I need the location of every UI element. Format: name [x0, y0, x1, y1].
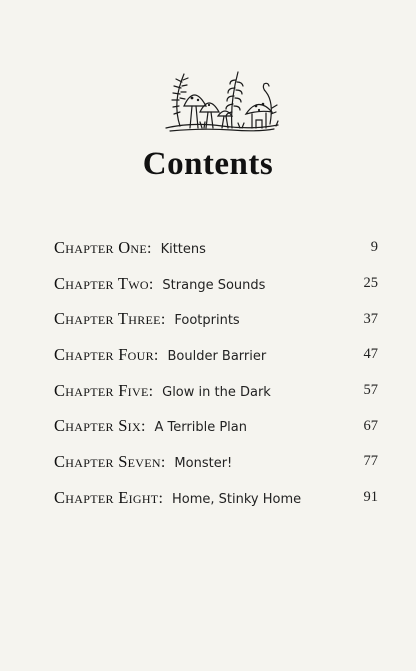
toc-row	[54, 266, 378, 302]
chapter-label: Chapter Three	[54, 309, 161, 329]
separator: :	[158, 489, 163, 507]
page-title: Contents	[142, 146, 274, 182]
table-of-contents	[54, 230, 378, 516]
toc-row	[54, 444, 378, 480]
separator: :	[153, 346, 159, 364]
chapter-label: Chapter Six	[54, 416, 141, 436]
toc-row	[54, 480, 378, 516]
page-number: 37	[363, 310, 378, 327]
toc-entry	[54, 309, 240, 329]
toc-entry	[54, 274, 265, 294]
separator: :	[160, 453, 166, 471]
chapter-title: Kittens	[160, 241, 206, 257]
toc-entry	[54, 416, 247, 436]
chapter-label: Chapter One	[54, 237, 148, 257]
toc-row	[54, 230, 378, 266]
chapter-title: Monster!	[174, 455, 233, 471]
page-number: 91	[363, 489, 378, 506]
page-number: 47	[363, 346, 378, 363]
page-number: 9	[370, 239, 378, 256]
toc-row	[54, 408, 378, 444]
chapter-label: Chapter Four	[54, 344, 154, 364]
chapter-title: A Terrible Plan	[154, 420, 247, 436]
page-number: 67	[363, 417, 378, 434]
toc-entry	[54, 345, 266, 365]
chapter-title: Home, Stinky Home	[171, 491, 302, 507]
separator: :	[147, 239, 152, 257]
separator: :	[160, 311, 166, 329]
chapter-title: Glow in the Dark	[162, 384, 271, 400]
toc-entry	[54, 488, 301, 508]
page-number: 77	[363, 453, 378, 470]
page-number: 25	[363, 275, 378, 292]
toc-row	[54, 373, 378, 409]
toc-entry	[54, 452, 232, 472]
mushrooms-ferns-icon	[162, 62, 282, 134]
chapter-label: Chapter Two	[54, 273, 149, 293]
toc-row	[54, 337, 378, 373]
chapter-label: Chapter Seven	[54, 451, 161, 471]
chapter-title: Boulder Barrier	[167, 348, 267, 364]
chapter-title: Footprints	[174, 313, 240, 329]
chapter-title: Strange Sounds	[162, 277, 266, 293]
toc-entry	[54, 238, 206, 258]
chapter-label: Chapter Five	[54, 380, 149, 400]
chapter-label: Chapter Eight	[54, 487, 159, 507]
toc-entry	[54, 381, 271, 401]
page-number: 57	[363, 382, 378, 399]
toc-row	[54, 301, 378, 337]
separator: :	[148, 382, 154, 400]
separator: :	[140, 418, 146, 436]
separator: :	[148, 275, 154, 293]
